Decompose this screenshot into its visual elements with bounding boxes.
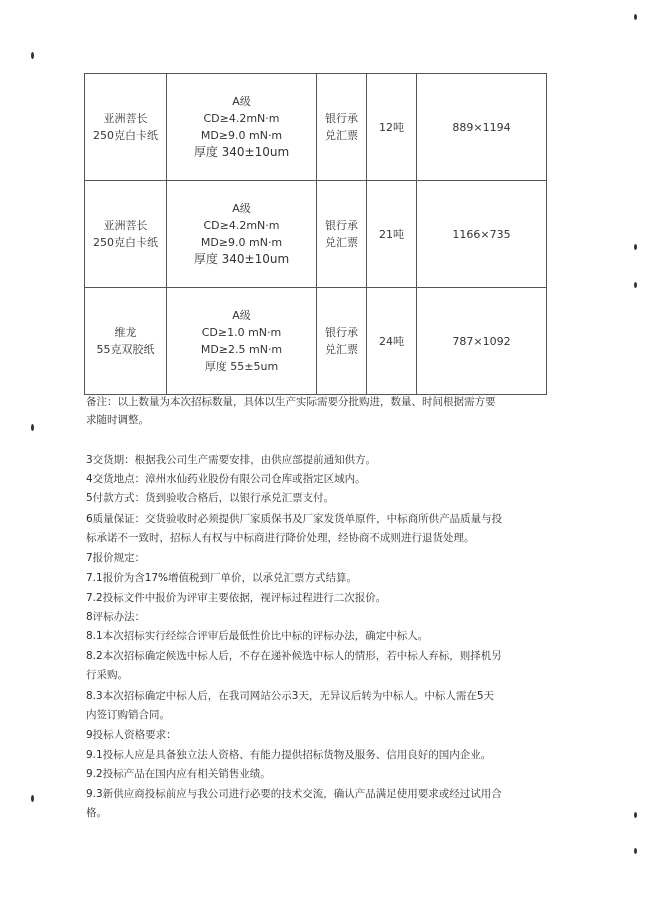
clause-line: 行采购。 [86, 669, 128, 681]
payment-line: 银行承 [325, 112, 358, 125]
spec-line: MD≥9.0 mN·m [200, 236, 283, 249]
scan-mark [634, 244, 637, 250]
delivery-time-paragraph: 3交货期：根据我公司生产需要安排，由供应部提前通知供方。 [86, 454, 377, 466]
terms-section [86, 0, 556, 899]
quality-paragraph-line: 6质量保证：交货验收时必须提供厂家质保书及厂家发货单原件，中标商所供产品质量与投 [86, 513, 503, 525]
spec-line: A级 [232, 309, 251, 322]
spec-line: A级 [232, 202, 251, 215]
quantity-cell: 12吨 [367, 74, 417, 181]
clause-line: 内签订购销合同。 [86, 709, 170, 721]
spec-line: CD≥1.0 mN·m [201, 326, 282, 339]
payment-line: 兑汇票 [325, 129, 358, 142]
clause-line: 8.3本次招标确定中标人后，在我司网站公示3天，无异议后转为中标人。中标人需在5天 [86, 690, 495, 702]
payment-line: 银行承 [325, 219, 358, 232]
payment-method-paragraph: 5付款方式：货到验收合格后，以银行承兑汇票支付。 [86, 492, 335, 504]
quantity-cell: 24吨 [367, 288, 417, 395]
clause-line: 9.1投标人应是具备独立法人资格、有能力提供招标货物及服务、信用良好的国内企业。 [86, 749, 492, 761]
spec-line: MD≥2.5 mN·m [200, 343, 283, 356]
scan-mark [31, 424, 34, 431]
note-line: 求随时调整。 [86, 414, 149, 426]
section-heading: 8评标办法： [86, 611, 146, 623]
size-cell: 1166×735 [417, 181, 547, 288]
scan-mark [634, 812, 637, 818]
quality-paragraph-line: 标承诺不一致时，招标人有权与中标商进行降价处理，经协商不成则进行退货处理。 [86, 532, 475, 544]
product-name-line: 亚洲菩长 [103, 112, 148, 125]
section-heading: 9投标人资格要求： [86, 729, 177, 741]
payment-line: 兑汇票 [325, 236, 358, 249]
section-heading: 7报价规定： [86, 552, 146, 564]
clause-line: 7.2投标文件中报价为评审主要依据，视评标过程进行二次报价。 [86, 592, 387, 604]
spec-line: 厚度 340±10um [193, 252, 290, 266]
quantity-cell: 21吨 [367, 181, 417, 288]
note-line: 备注：以上数量为本次招标数量，具体以生产实际需要分批购进，数量、时间根据需方要 [86, 396, 496, 408]
scan-mark [31, 52, 34, 59]
product-name-line: 55克双胶纸 [96, 343, 155, 356]
product-name-line: 250克白卡纸 [93, 129, 158, 142]
scan-mark [634, 282, 637, 288]
spec-line: CD≥4.2mN·m [203, 219, 280, 232]
spec-line: MD≥9.0 mN·m [200, 129, 283, 142]
size-cell: 889×1194 [417, 74, 547, 181]
product-name-line: 250克白卡纸 [93, 236, 158, 249]
clause-line: 9.3新供应商投标前应与我公司进行必要的技术交流，确认产品满足使用要求或经过试用合 [86, 788, 502, 800]
clause-line: 7.1报价为含17%增值税到厂单价，以承兑汇票方式结算。 [86, 572, 358, 584]
spec-line: 厚度 55±5um [204, 360, 279, 373]
payment-line: 银行承 [325, 326, 358, 339]
product-name-line: 亚洲菩长 [103, 219, 148, 232]
payment-line: 兑汇票 [325, 343, 358, 356]
scan-mark [634, 848, 637, 854]
scan-mark [634, 14, 637, 20]
spec-line: A级 [232, 95, 251, 108]
spec-line: CD≥4.2mN·m [203, 112, 280, 125]
clause-line: 8.1本次招标实行经综合评审后最低性价比中标的评标办法，确定中标人。 [86, 630, 429, 642]
product-name-line: 维龙 [114, 326, 137, 339]
scan-mark [31, 795, 34, 802]
clause-line: 8.2本次招标确定候选中标人后，不存在递补候选中标人的情形，若中标人弃标，则择机另 [86, 650, 502, 662]
clause-line: 格。 [86, 807, 107, 819]
spec-line: 厚度 340±10um [193, 145, 290, 159]
clause-line: 9.2投标产品在国内应有相关销售业绩。 [86, 768, 271, 780]
size-cell: 787×1092 [417, 288, 547, 395]
delivery-place-paragraph: 4交货地点：漳州水仙药业股份有限公司仓库或指定区域内。 [86, 473, 366, 485]
